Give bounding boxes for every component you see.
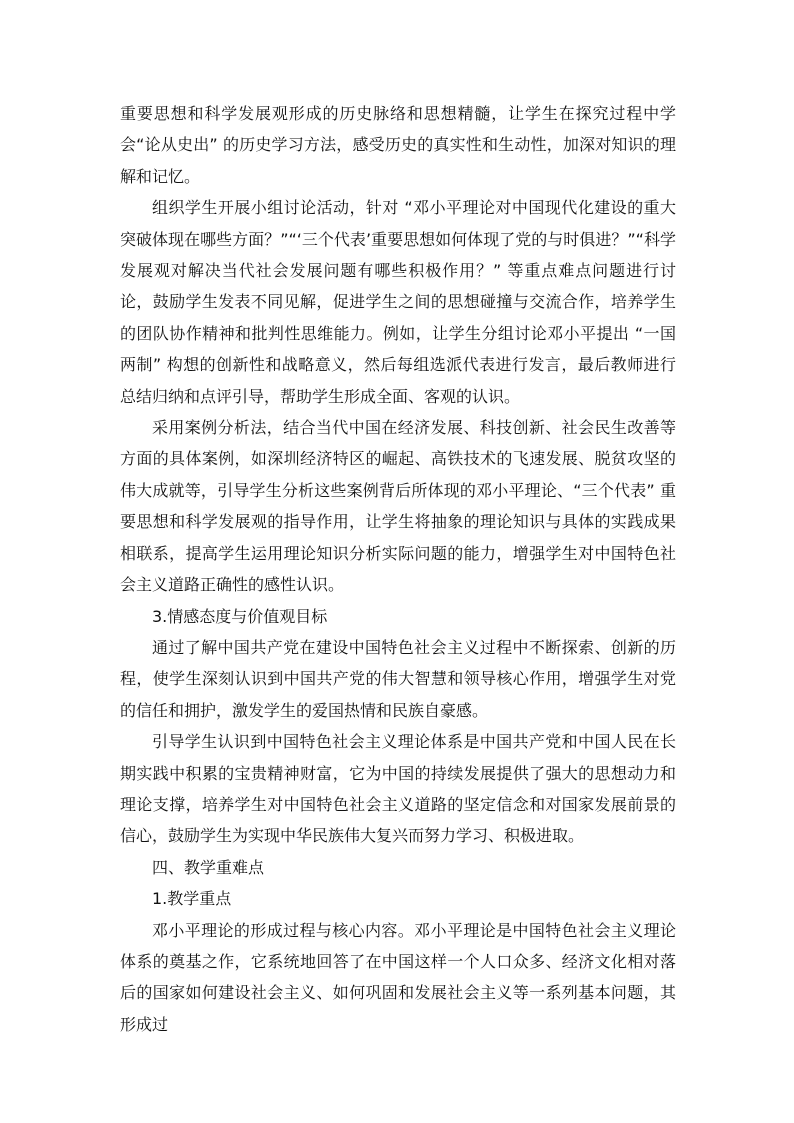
section-heading-emotional-goals: 3.情感态度与价值观目标 [152, 606, 328, 626]
paragraph-continuation: 重要思想和科学发展观形成的历史脉络和思想精髓，让学生在探究过程中学会“论从史出” 的历史学习方法，感受历史的真实性和生动性，加深对知识的理解和记忆。 [120, 104, 676, 186]
subsection-heading-teaching-focus: 1.教学重点 [152, 889, 232, 909]
paragraph-theory-system: 引导学生认识到中国特色社会主义理论体系是中国共产党和中国人民在长期实践中积累的宝贵精神财富，它为中国的持续发展提供了强大的思想动力和理论支撑，培养学生对中国特色社会主义道路的坚定信念和对国家发展前景的信心，鼓励学生为实现中华民族伟大复兴而努力学习、积极进取。 [120, 732, 676, 846]
paragraph-case-analysis: 采用案例分析法，结合当代中国在经济发展、科技创新、社会民生改善等方面的具体案例，如深圳经济特区的崛起、高铁技术的飞速发展、脱贫攻坚的伟大成就等，引导学生分析这些案例背后所体现的邓小平理论、“三个代表” 重要思想和科学发展观的指导作用，让学生将抽象的理论知识与具体的实践成果相联系，提高学生运用理论知识分析实际问题的能力，增强学生对中国特色社会主义道路正确性的感性认识。 [120, 418, 676, 595]
paragraph-party-history: 通过了解中国共产党在建设中国特色社会主义过程中不断探索、创新的历程，使学生深刻认识到中国共产党的伟大智慧和领导核心作用，增强学生对党的信任和拥护，激发学生的爱国热情和民族自豪感。 [120, 637, 676, 720]
document-body [120, 98, 676, 1040]
section-heading-key-difficulties: 四、教学重难点 [152, 857, 265, 877]
paragraph-deng-theory: 邓小平理论的形成过程与核心内容。邓小平理论是中国特色社会主义理论体系的奠基之作，它系统地回答了在中国这样一个人口众多、经济文化相对落后的国家如何建设社会主义、如何巩固和发展社会主义等一系列基本问题，其形成过 [120, 920, 676, 1034]
paragraph-group-discussion: 组织学生开展小组讨论活动，针对 “邓小平理论对中国现代化建设的重大突破体现在哪些方面？”“‘三个代表’重要思想如何体现了党的与时俱进？”“科学发展观对解决当代社会发展问题有哪些积极作用？” 等重点难点问题进行讨论，鼓励学生发表不同见解，促进学生之间的思想碰撞与交流合作，培养学生的团队协作精神和批判性思维能力。例如，让学生分组讨论邓小平提出 “一国两制” 构想的创新性和战略意义，然后每组选派代表进行发言，最后教师进行总结归纳和点评引导，帮助学生形成全面、客观的认识。 [120, 198, 676, 406]
